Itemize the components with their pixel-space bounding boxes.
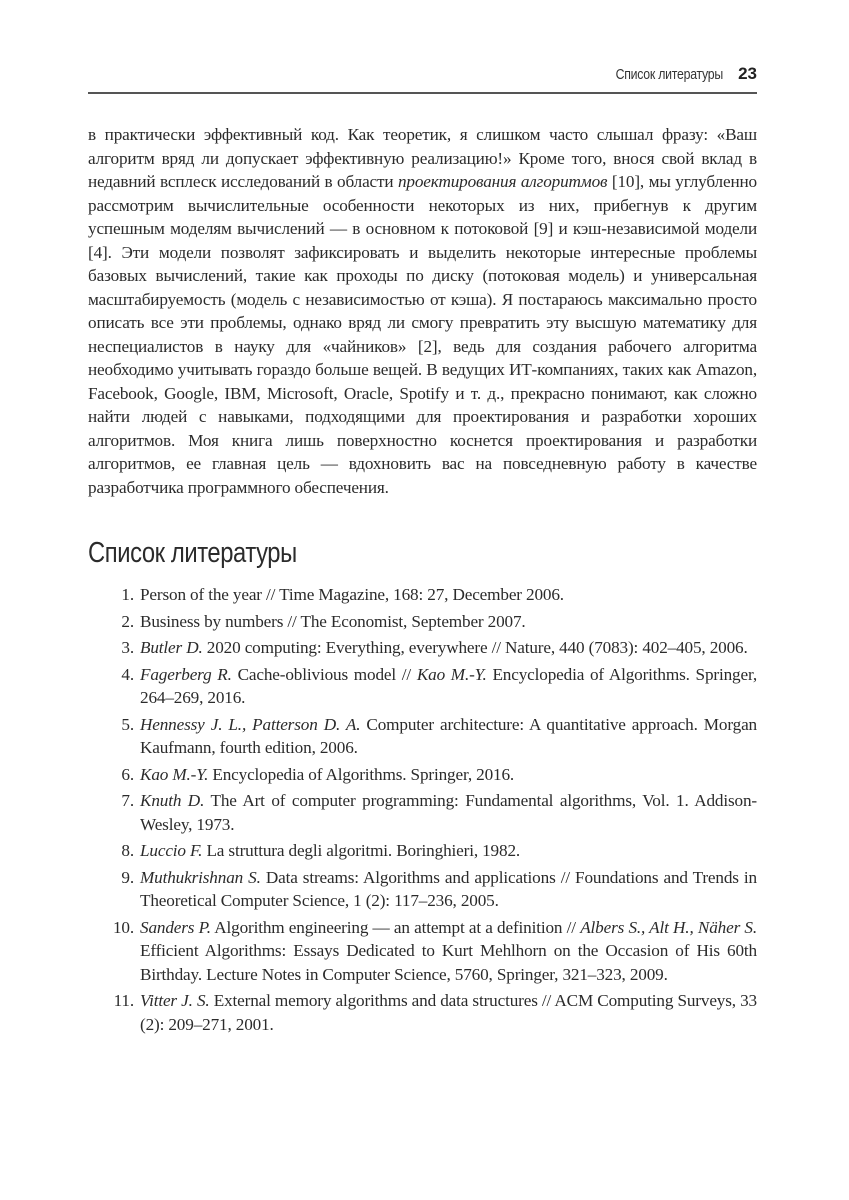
italic-text: Knuth D.: [140, 791, 205, 810]
text-run: Business by numbers // The Economist, September 2007.: [140, 611, 526, 631]
text-run: The Art of computer programming: Fundamental algorithms, Vol. 1. Addison-Wesley, 1973.: [140, 791, 758, 834]
italic-text: Sanders P.: [140, 917, 211, 937]
entry-number: 9.: [121, 867, 134, 887]
entry-number: 7.: [121, 791, 134, 810]
bibliography-entry: [88, 663, 757, 710]
bibliography-list: [88, 583, 757, 1039]
text-run: Person of the year // Time Magazine, 168: 27, December 2006.: [140, 585, 564, 604]
bibliography-entry: [88, 636, 757, 660]
italic-text: Butler D.: [140, 638, 203, 657]
entry-number: 6.: [121, 764, 134, 784]
running-head: [88, 64, 757, 90]
entry-number: 3.: [121, 638, 134, 657]
text-run: Data streams: Algorithms and applications // Foundations and Trends in Theoretical Computer Science, 1 (2): 117–236, 2005.: [140, 867, 757, 910]
italic-text: Kao M.-Y.: [140, 764, 209, 784]
text-run: Cache-oblivious model //: [231, 664, 417, 684]
text-run: Encyclopedia of Algorithms. Springer, 2016.: [208, 764, 515, 784]
section-title: Список литературы: [88, 537, 297, 569]
text-run: Efficient Algorithms: Essays Dedicated to Kurt Mehlhorn on the Occasion of His 60th Birthday. Lecture Notes in Computer Science, 5760, Springer, 321–323, 2009.: [140, 941, 757, 984]
text-run: [10], мы углубленно рассмотрим вычислительные особенности некоторых из них, прибегнув к другим успешным моделям вычислений — в основном к потоковой [9] и кэш-независимой модели [4]. Эти модели позволят зафиксировать и выделить некоторые интересные проблемы базовых вычислений, такие как проходы по диску (потоковая модель) и универсальная масштабируемость (модель с независимостью от кэша). Я постараюсь максимально просто описать все эти проблемы, однако вряд ли смогу превратить эту высшую математику для неспециалистов в науку для «чайников» [2], ведь для создания рабочего алгоритма необходимо учитывать гораздо больше вещей. В ведущих ИТ-компаниях, таких как Amazon, Facebook, Google, IBM, Microsoft, Oracle, Spotify и т. д., прекрасно понимают, как сложно найти людей с навыками, подходящими для проектирования и разработки хороших алгоритмов. Моя книга лишь поверхностно коснется проектирования и разработки алгоритмов, ее главная цель — вдохновить вас на повседневную работу в качестве разработчика программного обеспечения.: [88, 172, 757, 497]
italic-text: Kao M.-Y.: [416, 664, 487, 684]
bibliography-entry: [88, 610, 757, 634]
italic-text: Hennessy J. L., Patterson D. A.: [140, 714, 361, 734]
entry-number: 8.: [121, 841, 134, 860]
bibliography-entry: [88, 763, 757, 787]
text-run: Algorithm engineering — an attempt at a definition //: [210, 917, 581, 937]
bibliography-entry: [88, 989, 757, 1036]
bibliography-entry: [88, 839, 757, 863]
bibliography-entry: [88, 789, 757, 836]
entry-number: 10.: [112, 917, 134, 937]
text-run: в практически эффективный код. Как теоретик, я слишком часто слышал фразу: «Ваш алгоритм вряд ли допускает эффективную реализацию!» Кроме того, внося свой вклад в недавний всплеск исследований в области: [88, 125, 757, 191]
text-run: 2020 computing: Everything, everywhere // Nature, 440 (7083): 402–405, 2006.: [202, 638, 748, 657]
entry-number: 4.: [121, 664, 134, 684]
italic-text: Muthukrishnan S.: [140, 867, 261, 887]
text-run: External memory algorithms and data structures // ACM Computing Surveys, 33 (2): 209–271, 2001.: [140, 991, 757, 1034]
body-paragraph: [88, 123, 757, 499]
text-run: La struttura degli algoritmi. Boringhieri, 1982.: [202, 841, 521, 860]
bibliography-entry: [88, 713, 757, 760]
page-number: 23: [738, 64, 757, 83]
text-run: Computer architecture: A quantitative approach. Morgan Kaufmann, fourth edition, 2006.: [140, 714, 757, 757]
running-head-title: Список литературы: [615, 66, 723, 83]
italic-text: Luccio F.: [140, 841, 203, 860]
text-run: Encyclopedia of Algorithms. Springer, 264–269, 2016.: [140, 664, 758, 707]
entry-number: 2.: [121, 611, 134, 631]
italic-text: Fagerberg R.: [140, 664, 232, 684]
bibliography-entry: [88, 866, 757, 913]
italic-text: проектирования алгоритмов: [397, 172, 608, 191]
header-rule: [88, 92, 757, 94]
entry-number: 1.: [121, 585, 134, 604]
italic-text: Albers S., Alt H., Näher S.: [580, 917, 757, 937]
entry-number: 11.: [113, 991, 134, 1010]
entry-number: 5.: [121, 714, 134, 734]
bibliography-entry: [88, 916, 757, 987]
bibliography-entry: [88, 583, 757, 607]
italic-text: Vitter J. S.: [140, 991, 210, 1010]
